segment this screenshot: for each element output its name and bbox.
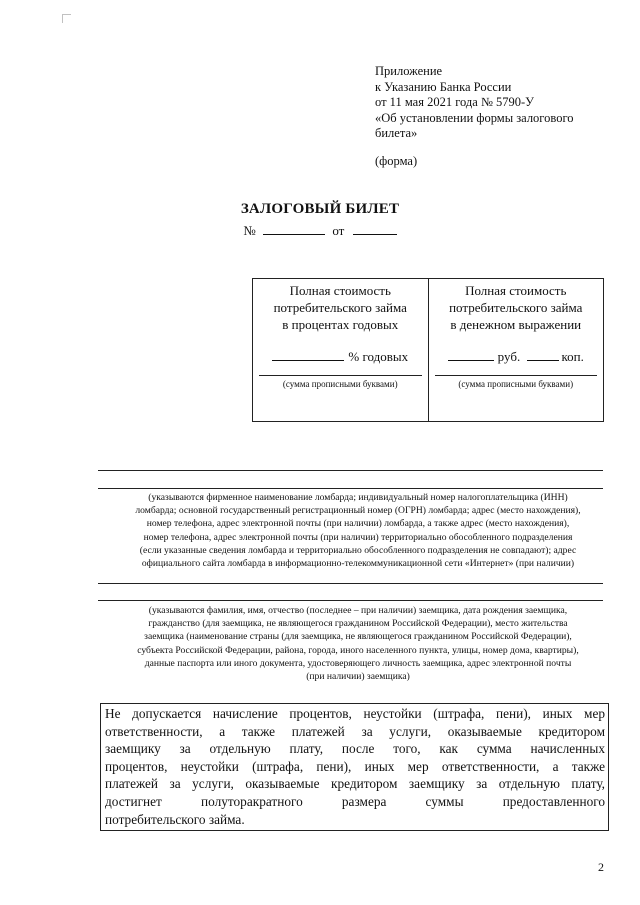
header-line: Полная стоимость [289,283,391,298]
header-line: потребительского займа [449,300,583,315]
scan-corner-mark [62,14,71,23]
percent-value-blank [272,349,344,361]
notice-line: Не допускается начисление процентов, неустойки (штрафа, пени), иных мер [105,706,605,721]
borrower-fill-line [98,583,603,584]
borrower-hint [108,604,608,683]
percent-hint: (сумма прописными буквами) [259,375,422,389]
cost-money-header [429,282,604,333]
hint-line: гражданство (для заемщика, не являющегося гражданином Российской Федерации), место жительства [148,618,568,630]
notice-line: заемщику за отдельную плату, после того, как сумма начисленных [105,741,605,757]
ticket-date-blank [353,223,397,235]
interest-limit-notice [100,703,609,831]
rub-label: руб. [497,349,521,364]
percent-unit: % годовых [348,349,409,364]
number-label: № [243,223,256,238]
hint-line: (при наличии) заемщика) [306,671,410,683]
notice-line: достигнет полуторакратного размера суммы предоставленного [105,793,605,809]
date-label: от [332,223,345,238]
hint-line: данные паспорта или иного документа, удостоверяющего личность заемщика, адрес электронной почты [144,657,572,669]
header-line: в процентах годовых [282,317,399,332]
form-label: (форма) [375,154,418,168]
notice-line: платежей за услуги, оказываемые кредитором заемщику за отдельную плату, [105,776,605,792]
kop-value-blank [527,349,559,361]
notice-line: процентов, неустойки (штрафа, пени), иных мер ответственности, а также [105,758,605,774]
hint-line: (указываются фамилия, имя, отчество (последнее – при наличии) заемщика, дата рождения заемщика, [148,605,568,616]
notice-line: ответственности, а также платежей за услуги, оказываемые кредитором [105,723,605,739]
page-number: 2 [598,860,604,874]
ticket-number-blank [263,223,325,235]
money-fill-line [429,349,604,365]
appendix-line: от 11 мая 2021 года № 5790-У [375,95,535,109]
pawnshop-fill-line [98,470,603,471]
hint-line: номер телефона, адрес электронной почты (при наличии) ломбарда, а также адрес (место нахождения), [146,518,570,530]
appendix-reference [375,64,625,142]
hint-line: заемщика (наименование страны (для заемщика, не являющегося гражданином Российской Федерации), [144,631,572,643]
notice-line: потребительского займа. [105,811,245,827]
appendix-line: «Об установлении формы залогового [375,110,574,125]
ticket-number-line [0,223,640,239]
loan-cost-table [252,278,604,422]
hint-line: ломбарда; основной государственный регистрационный номер (ОГРН) ломбарда; адрес (место нахождения), [135,505,581,517]
cost-money-cell [428,279,604,421]
document-title: ЗАЛОГОВЫЙ БИЛЕТ [240,201,400,217]
percent-fill-line [253,349,428,365]
hint-line: субъекта Российской Федерации, района, города, иного населенного пункта, улицы, номер дома, квартиры), [137,644,579,656]
borrower-fill-line [98,600,603,601]
cost-percent-cell [253,279,428,421]
kop-label: коп. [561,349,584,364]
header-line: Полная стоимость [465,283,567,298]
appendix-line: к Указанию Банка России [375,79,512,94]
hint-line: (указываются фирменное наименование ломбарда; индивидуальный номер налогоплательщика (ИНН) [148,492,568,503]
pawnshop-fill-line [98,488,603,489]
cost-percent-header [253,282,428,333]
hint-line: номер телефона, адрес электронной почты (при наличии) территориально обособленного подразделения [143,531,573,543]
rub-value-blank [448,349,494,361]
money-hint: (сумма прописными буквами) [435,375,598,389]
hint-line: (если указанные сведения ломбарда и территориально обособленного подразделения не совпадают); адрес [139,544,577,556]
header-line: в денежном выражении [450,317,582,332]
appendix-line: Приложение [375,64,443,78]
hint-line: официального сайта ломбарда в информационно-телекоммуникационной сети «Интернет» (при наличии) [141,558,575,570]
pawnshop-hint [108,491,608,570]
appendix-line: билета» [375,126,418,140]
header-line: потребительского займа [273,300,407,315]
